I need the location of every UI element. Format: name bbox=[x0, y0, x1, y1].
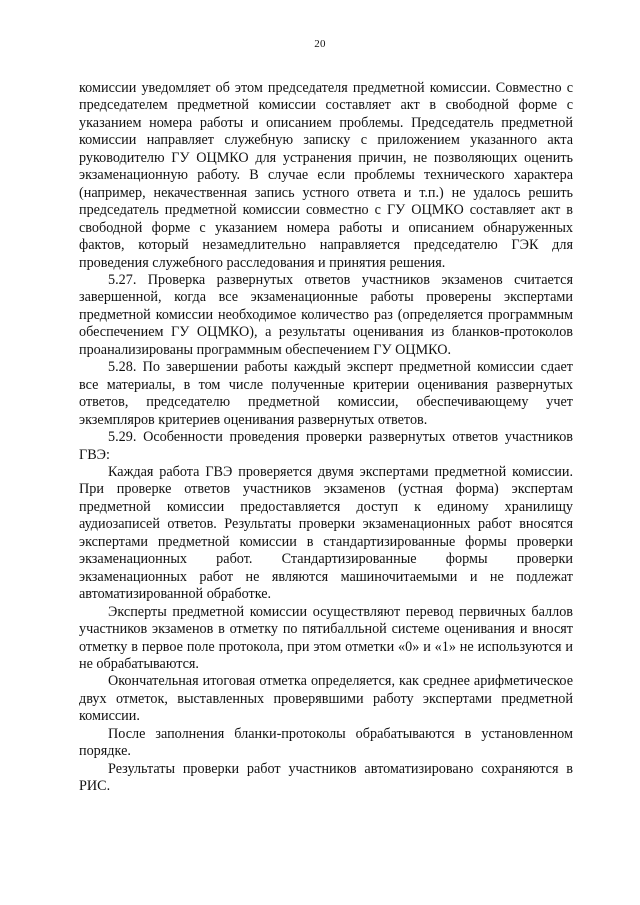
page-body bbox=[79, 80, 573, 796]
paragraph-results-saved: Результаты проверки работ участников автоматизировано сохраняются в РИС. bbox=[79, 760, 573, 795]
paragraph-forms-processing: После заполнения бланки-протоколы обрабатываются в установленном порядке. bbox=[79, 725, 573, 760]
paragraph-5-29: 5.29. Особенности проведения проверки развернутых ответов участников ГВЭ: bbox=[79, 429, 573, 463]
paragraph-final-grade: Окончательная итоговая отметка определяется, как среднее арифметическое двух отметок, выставленных проверявшими работу экспертами предметной комиссии. bbox=[79, 673, 573, 725]
paragraph-5-28: 5.28. По завершении работы каждый эксперт предметной комиссии сдает все материалы, в том числе полученные критерии оценивания развернутых ответов, председателю предметной комиссии, обеспечивающему учет экземпляров критериев оценивания развернутых ответов. bbox=[79, 359, 573, 428]
page-number: 20 bbox=[314, 38, 326, 50]
paragraph-5-27: 5.27. Проверка развернутых ответов участников экзаменов считается завершенной, когда все экзаменационные работы проверены экспертами предметной комиссии необходимое количество раз (определяется программным обеспечением ГУ ОЦМКО), а результаты оценивания из бланков-протоколов проанализированы программным обеспечением ГУ ОЦМКО. bbox=[79, 271, 573, 358]
paragraph-continuation: комиссии уведомляет об этом председателя предметной комиссии. Совместно с председателем предметной комиссии составляет акт в свободной форме с указанием номера работы и описанием проблемы. Председатель предметной комиссии направляет служебную записку с приложением указанного акта руководителю ГУ ОЦМКО для устранения причин, не позволяющих оценить экзаменационную работу. В случае если проблемы технического характера (например, некачественная запись устного ответа и т.п.) не удалось решить председатель предметной комиссии совместно с ГУ ОЦМКО составляет акт в свободной форме с указанием номера работы и описанием обнаруженных фактов, который незамедлительно направляется председателю ГЭК для проведения служебного расследования и принятия решения. bbox=[79, 80, 573, 271]
paragraph-gve-check: Каждая работа ГВЭ проверяется двумя экспертами предметной комиссии. При проверке ответов участников экзаменов (устная форма) экспертам предметной комиссии предоставляется доступ к единому хранилищу аудиозаписей ответов. Результаты проверки экзаменационных работ вносятся экспертами предметной комиссии в стандартизированные формы проверки экзаменационных работ. Стандартизированные формы проверки экзаменационных работ не являются машиночитаемыми и не подлежат автоматизированной обработке. bbox=[79, 463, 573, 603]
paragraph-grade-conversion: Эксперты предметной комиссии осуществляют перевод первичных баллов участников экзаменов в отметку по пятибалльной системе оценивания и вносят отметку в первое поле протокола, при этом отметки «0» и «1» не используются и не обрабатываются. bbox=[79, 603, 573, 672]
